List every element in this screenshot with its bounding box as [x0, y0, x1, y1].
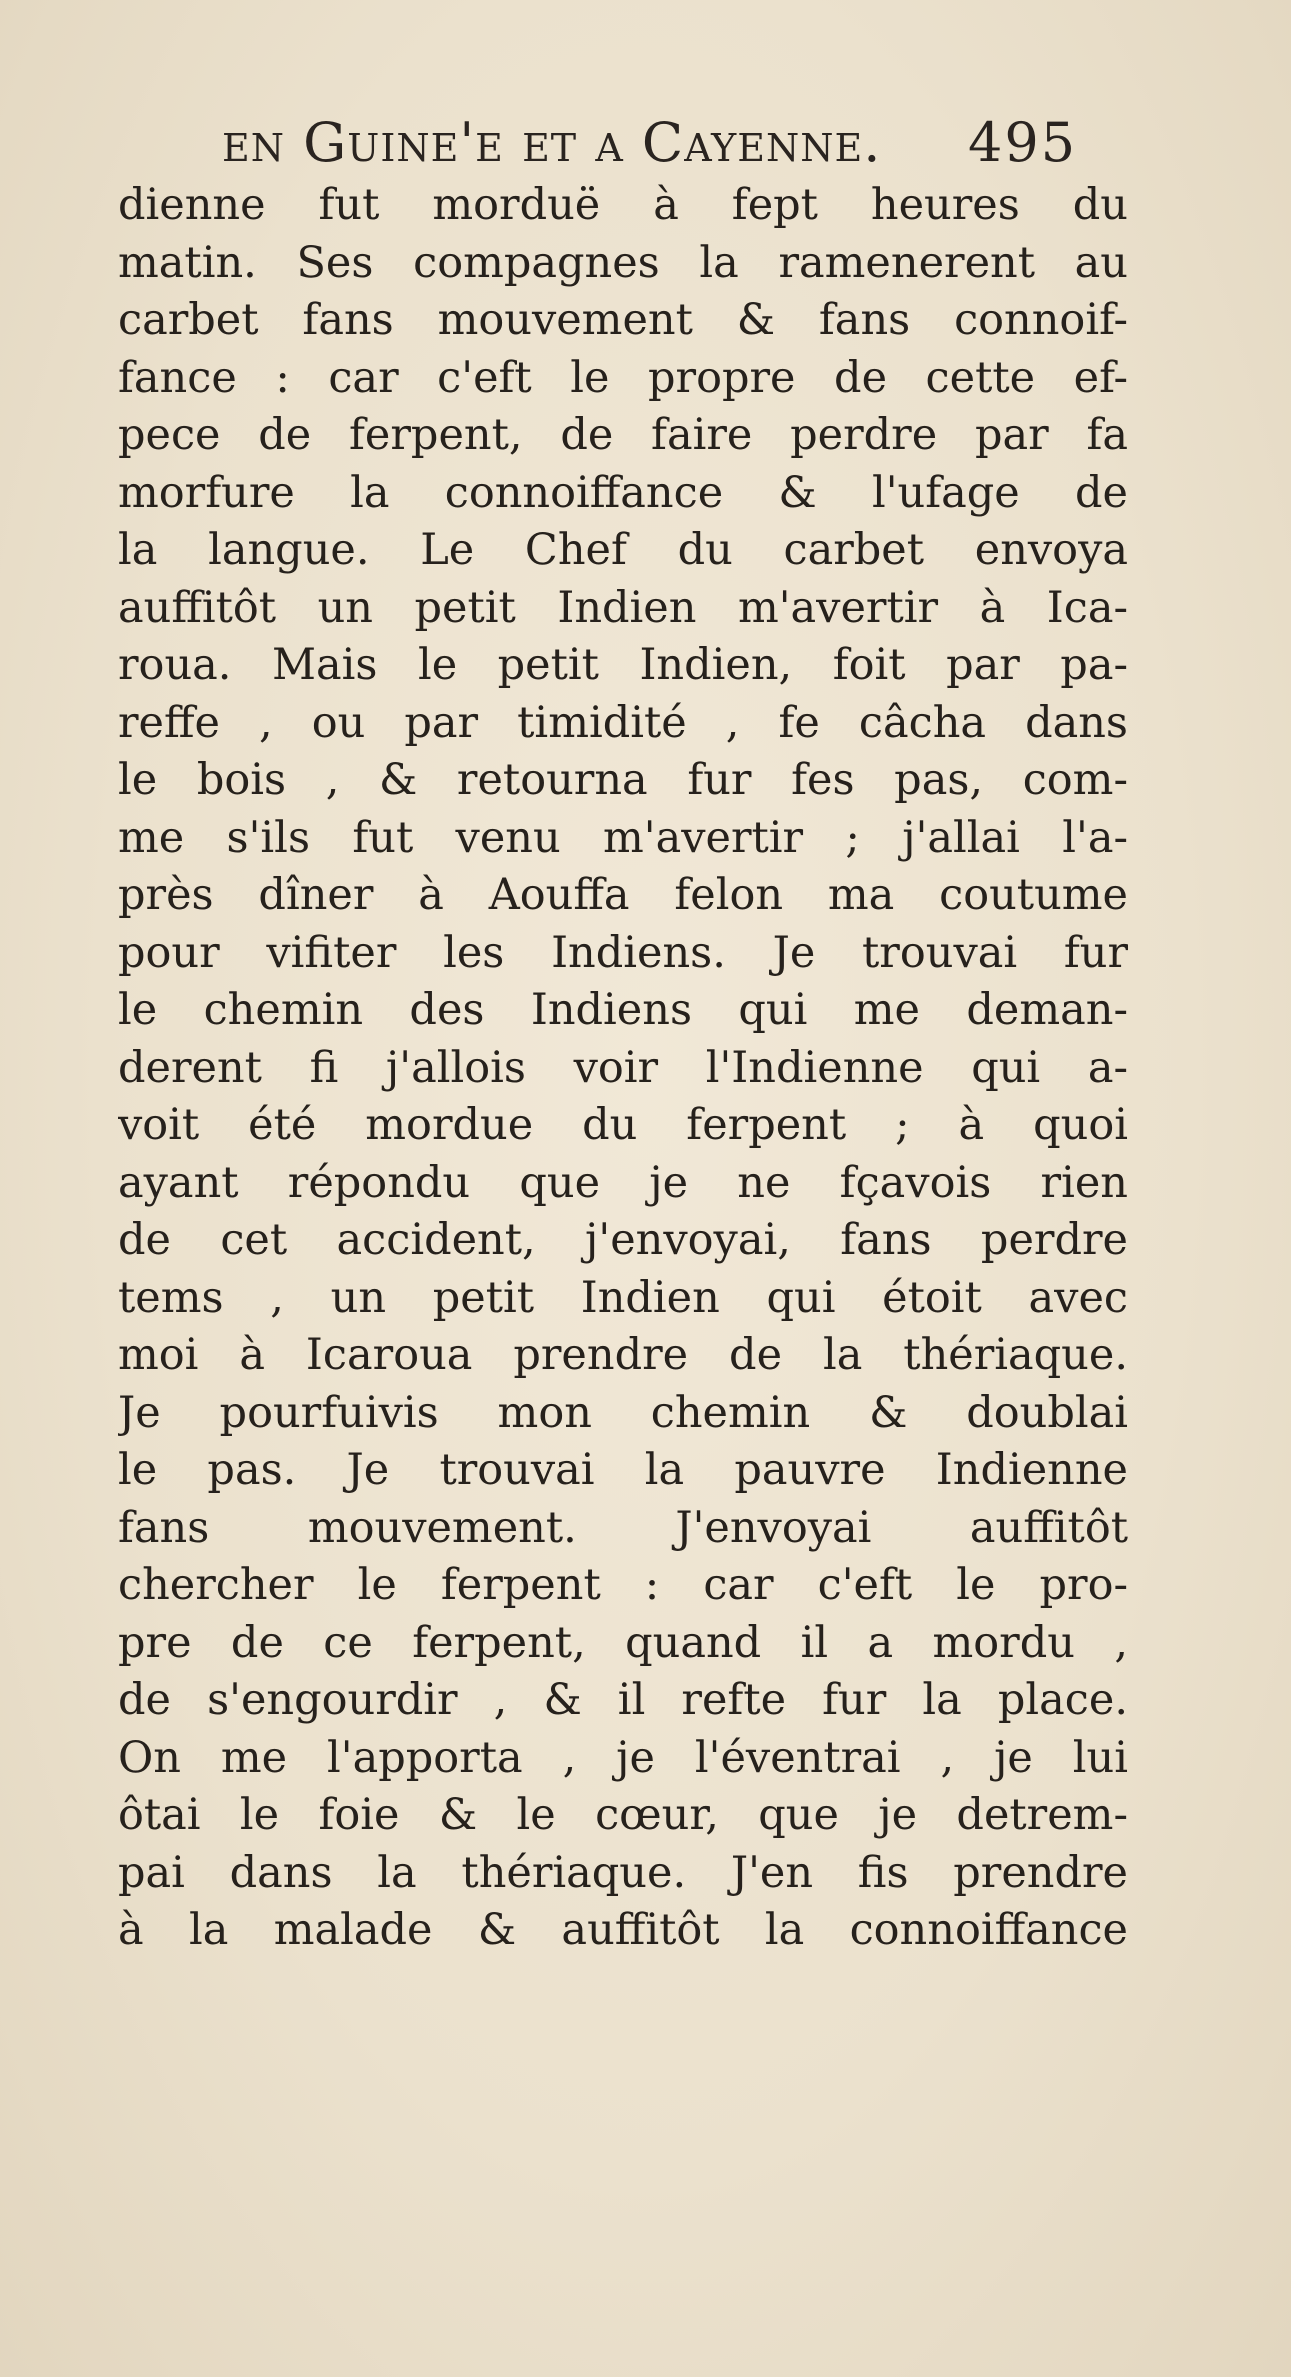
text-line: chercher le ferpent : car c'eft le pro- — [118, 1560, 1128, 1610]
text-line: matin. Ses compagnes la ramenerent au — [118, 237, 1128, 288]
text-line: reffe , ou par timidité , fe câcha dans — [118, 697, 1128, 748]
text-line: derent fi j'allois voir l'Indienne qui a- — [118, 1042, 1128, 1093]
text-line: le chemin des Indiens qui me deman- — [118, 985, 1128, 1035]
text-line: Je pourfuivis mon chemin & doublai — [118, 1387, 1128, 1438]
text-line: dienne fut morduë à fept heures du — [118, 180, 1128, 230]
text-line: fance : car c'eft le propre de cette ef- — [118, 352, 1128, 403]
text-line: moi à Icaroua prendre de la thériaque. — [118, 1330, 1128, 1380]
text-line: On me l'apporta , je l'éventrai , je lui — [118, 1732, 1128, 1783]
text-line: tems , un petit Indien qui étoit avec — [118, 1272, 1128, 1323]
text-line: le bois , & retourna fur fes pas, com- — [118, 755, 1128, 805]
text-line: le pas. Je trouvai la pauvre Indienne — [118, 1445, 1128, 1495]
text-line: pour vifiter les Indiens. Je trouvai fur — [118, 927, 1128, 978]
text-line: de s'engourdir , & il refte fur la place. — [118, 1675, 1128, 1725]
body-text — [118, 177, 1128, 1960]
text-line: près dîner à Aouffa felon ma coutume — [118, 870, 1128, 920]
text-line: de cet accident, j'envoyai, fans perdre — [118, 1215, 1128, 1265]
text-line: pai dans la thériaque. J'en fis prendre — [118, 1847, 1128, 1898]
text-line: carbet fans mouvement & fans connoif- — [118, 295, 1128, 345]
text-line: ayant répondu que je ne fçavois rien — [118, 1157, 1128, 1208]
text-line: voit été mordue du ferpent ; à quoi — [118, 1100, 1128, 1150]
text-line: morfure la connoiffance & l'ufage de — [118, 467, 1128, 518]
text-line: me s'ils fut venu m'avertir ; j'allai l'a- — [118, 812, 1128, 863]
text-line: fans mouvement. J'envoyai auffitôt — [118, 1502, 1128, 1553]
page-number: 495 — [968, 111, 1078, 174]
text-line: ôtai le foie & le cœur, que je detrem- — [118, 1790, 1128, 1840]
text-line: à la malade & auffitôt la connoiffance — [118, 1905, 1128, 1955]
text-line: pece de ferpent, de faire perdre par fa — [118, 410, 1128, 460]
page-header — [222, 108, 1122, 178]
text-line: auffitôt un petit Indien m'avertir à Ica- — [118, 582, 1128, 633]
text-line: roua. Mais le petit Indien, foit par pa- — [118, 640, 1128, 690]
text-line: la langue. Le Chef du carbet envoya — [118, 525, 1128, 575]
running-title: en Guine'e et a Cayenne. — [222, 111, 882, 174]
text-line: pre de ce ferpent, quand il a mordu , — [118, 1617, 1128, 1668]
